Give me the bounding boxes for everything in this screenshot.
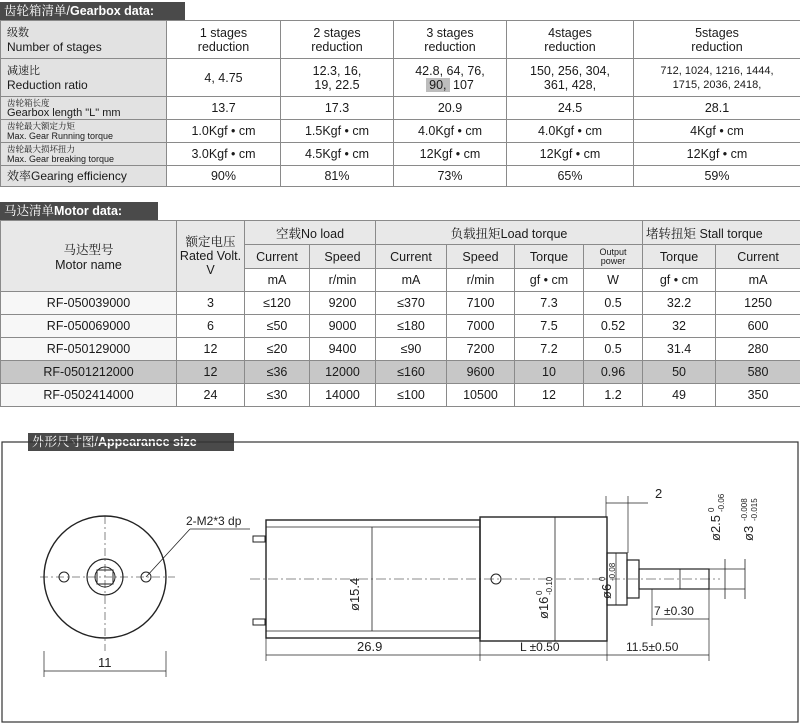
breaking-cell: 12Kgf • cm (394, 143, 507, 166)
col-group-noload: 空载No load (245, 221, 376, 245)
terminal-bottom (253, 619, 265, 625)
ratio-cell: 12.3, 16, 19, 22.5 (281, 59, 394, 97)
sub-current: Current (245, 245, 310, 269)
dim-115-label: 11.5±0.50 (626, 640, 679, 654)
efficiency-cell: 73% (394, 166, 507, 187)
svg-text:0: 0 (707, 507, 716, 512)
end-view (40, 516, 250, 677)
label-breaking: 齿轮最大损坏扭力 Max. Gear breaking torque (1, 143, 167, 166)
length-cell: 28.1 (634, 97, 800, 120)
svg-text:0: 0 (535, 590, 544, 595)
dim-154-label: ø15.4 (347, 577, 362, 611)
side-view (250, 496, 745, 661)
ratio-cell: 150, 256, 304, 361, 428, (507, 59, 634, 97)
length-cell: 20.9 (394, 97, 507, 120)
stage-header: 2 stages reduction (281, 21, 394, 59)
unit: W (584, 269, 643, 292)
sub-speed: Speed (447, 245, 515, 269)
col-group-stall: 堵转扭矩 Stall torque (643, 221, 800, 245)
label-stages: 级数 Number of stages (1, 21, 167, 59)
table-row: RF-050039000 3 ≤120 9200 ≤370 7100 7.3 0.5 32.2 1250 (1, 292, 800, 315)
drawing-frame (2, 442, 798, 722)
breaking-cell: 3.0Kgf • cm (167, 143, 281, 166)
svg-text:-0.08: -0.08 (608, 562, 617, 581)
dim-2-label: 2 (655, 486, 663, 501)
length-cell: 13.7 (167, 97, 281, 120)
sub-current: Current (376, 245, 447, 269)
svg-text:ø6: ø6 (599, 583, 614, 599)
screw-note: 2-M2*3 dp (186, 514, 242, 528)
gearbox-row-running (1, 120, 800, 143)
col-rated-volt: 额定电压 Rated Volt. V (177, 221, 245, 292)
motor-header-row-1 (1, 221, 800, 245)
svg-text:-0.06: -0.06 (717, 493, 726, 512)
svg-text:-0.10: -0.10 (545, 576, 554, 595)
dim-269-label: 26.9 (357, 639, 383, 654)
appearance-drawing (0, 441, 800, 725)
motor-model: RF-0501212000 (1, 361, 177, 384)
appearance-header-en: Appearance size (97, 435, 197, 449)
gearbox-header-cn: 齿轮箱清单/ (4, 4, 70, 18)
efficiency-cell: 65% (507, 166, 634, 187)
sub-output-power: Output power (584, 245, 643, 269)
gearbox-row-efficiency (1, 166, 800, 187)
stage-header: 3 stages reduction (394, 21, 507, 59)
motor-section-header (0, 202, 158, 220)
table-row: RF-050069000 6 ≤50 9000 ≤180 7000 7.5 0.52 32 600 (1, 315, 800, 338)
unit: r/min (447, 269, 515, 292)
dim-16-group (535, 576, 554, 619)
breaking-cell: 12Kgf • cm (634, 143, 800, 166)
terminal-top (253, 536, 265, 542)
unit: r/min (310, 269, 376, 292)
svg-text:ø3: ø3 (741, 525, 756, 541)
highlighted-ratio: 90, (426, 78, 449, 92)
dim-3-group (740, 498, 759, 541)
col-motor-name: 马达型号 Motor name (1, 221, 177, 292)
length-cell: 17.3 (281, 97, 394, 120)
gearbox-section-header (0, 2, 185, 20)
label-length: 齿轮箱长度 Gearbox length "L" mm (1, 97, 167, 120)
motor-model: RF-050069000 (1, 315, 177, 338)
svg-text:0: 0 (598, 576, 607, 581)
running-cell: 4.0Kgf • cm (507, 120, 634, 143)
sub-torque: Torque (515, 245, 584, 269)
appearance-header-cn: 外形尺寸图/ (32, 435, 98, 449)
gearbox-header-en: Gearbox data: (69, 4, 155, 18)
motor-model: RF-0502414000 (1, 384, 177, 407)
label-running: 齿轮最大额定力矩 Max. Gear Running torque (1, 120, 167, 143)
efficiency-cell: 59% (634, 166, 800, 187)
dim-11-label: 11 (98, 655, 112, 670)
ratio-cell: 712, 1024, 1216, 1444, 1715, 2036, 2418, (634, 59, 800, 97)
running-cell: 4Kgf • cm (634, 120, 800, 143)
ratio-cell: 4, 4.75 (167, 59, 281, 97)
dim-6-group (598, 562, 617, 599)
table-row: RF-0502414000 24 ≤30 14000 ≤100 10500 12 1.2 49 350 (1, 384, 800, 407)
stage-header: 4stages reduction (507, 21, 634, 59)
motor-header-cn: 马达清单 (4, 204, 55, 218)
sub-current: Current (716, 245, 800, 269)
gearbox-row-ratio (1, 59, 800, 97)
sub-speed: Speed (310, 245, 376, 269)
gearbox-row-stages (1, 21, 800, 59)
svg-text:-0.008: -0.008 (740, 498, 749, 521)
label-ratio: 减速比 Reduction ratio (1, 59, 167, 97)
col-group-load: 负载扭矩Load torque (376, 221, 643, 245)
length-cell: 24.5 (507, 97, 634, 120)
running-cell: 1.5Kgf • cm (281, 120, 394, 143)
unit: mA (245, 269, 310, 292)
ratio-cell: 42.8, 64, 76, 90, 107 (394, 59, 507, 97)
gearbox-row-breaking (1, 143, 800, 166)
table-row: RF-050129000 12 ≤20 9400 ≤90 7200 7.2 0.5 31.4 280 (1, 338, 800, 361)
motor-table (0, 220, 800, 407)
table-row-selected: RF-0501212000 12 ≤36 12000 ≤160 9600 10 0.96 50 580 (1, 361, 800, 384)
sub-torque: Torque (643, 245, 716, 269)
efficiency-cell: 81% (281, 166, 394, 187)
gearbox-row-length (1, 97, 800, 120)
label-efficiency: 效率Gearing efficiency (1, 166, 167, 187)
gearbox-table (0, 20, 800, 187)
motor-model: RF-050129000 (1, 338, 177, 361)
running-cell: 4.0Kgf • cm (394, 120, 507, 143)
efficiency-cell: 90% (167, 166, 281, 187)
unit: gf • cm (515, 269, 584, 292)
running-cell: 1.0Kgf • cm (167, 120, 281, 143)
breaking-cell: 12Kgf • cm (507, 143, 634, 166)
dim-L-label: L ±0.50 (520, 640, 560, 654)
leader-screw (146, 529, 190, 577)
svg-text:ø2.5: ø2.5 (708, 514, 723, 541)
dim-25-group (707, 493, 726, 541)
svg-text:ø16: ø16 (536, 596, 551, 619)
unit: mA (376, 269, 447, 292)
motor-model: RF-050039000 (1, 292, 177, 315)
unit: gf • cm (643, 269, 716, 292)
unit: mA (716, 269, 800, 292)
dim-7-label: 7 ±0.30 (654, 604, 694, 618)
stage-header: 5stages reduction (634, 21, 800, 59)
svg-text:-0.015: -0.015 (750, 498, 759, 521)
stage-header: 1 stages reduction (167, 21, 281, 59)
motor-header-en: Motor data: (54, 204, 123, 218)
breaking-cell: 4.5Kgf • cm (281, 143, 394, 166)
